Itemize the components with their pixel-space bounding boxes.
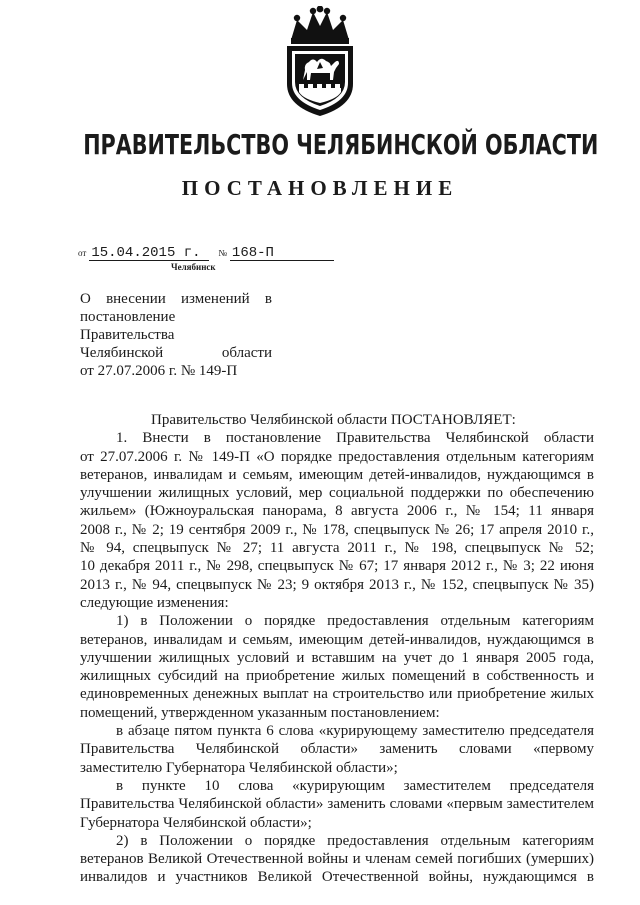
body-line: помещений, утвержденном указанным постановлением: [80,704,440,721]
body-line: 1) в Положении о порядке предоставления отдельным категориям [116,613,594,630]
organization-title: ПРАВИТЕЛЬСТВО ЧЕЛЯБИНСКОЙ ОБЛАСТИ [83,128,599,161]
registration-line [78,245,334,261]
body-line: Правительства Челябинской области» заменить словами «первому [80,741,594,758]
body-line: инвалидов и участников Великой Отечественной войны, нуждающимся в [80,869,594,886]
body-line: ветеранов, инвалидам и семьям, имеющим детей-инвалидов, нуждающимся в [80,631,594,648]
body-line: в пункте 10 слова «курирующим заместителем председателя [116,777,594,794]
subject-line: Челябинской области [80,345,272,361]
number-prefix: № [218,248,227,258]
body-line: Правительство Челябинской области ПОСТАНОВЛЯЕТ: [151,412,516,428]
body-line: заместителю Губернатора Челябинской области»; [80,759,398,776]
body-line: ветеранов Великой Отечественной войны и членам семей погибших (умерших) [80,851,594,868]
date-prefix: от [78,248,87,258]
body-line: от 27.07.2006 г. № 149-П «О порядке предоставления отдельным категориям [80,448,594,465]
body-line: 2) в Положении о порядке предоставления отдельным категориям [116,832,594,849]
body-line: Правительства Челябинской области» заменить словами «первым заместителем [80,796,594,813]
subject-line: постановление Правительства [80,309,176,343]
body-line: жилищных субсидий на приобретение жилых помещений в собственность и [80,668,594,685]
body-line: следующие изменения: [80,594,229,611]
body-line: жильем» (Южноуральская панорама, 8 августа 2006 г., № 154; 11 января [80,503,594,520]
body-line: 2008 г., № 2; 19 сентября 2009 г., № 178, спецвыпуск № 26; 17 апреля 2010 г., [80,521,594,538]
document-body [80,411,594,887]
chelyabinsk-coat-of-arms-icon [277,6,363,118]
body-line: улучшении жилищных условий, мер социальной поддержки по обеспечению [80,485,594,502]
body-line: 10 декабря 2011 г., № 298, спецвыпуск № 67; 17 января 2012 г., № 3; 22 июня [80,558,594,575]
body-line: в абзаце пятом пункта 6 слова «курирующему заместителю председателя [116,723,594,740]
document-subject [80,290,272,380]
body-line: 1. Внести в постановление Правительства Челябинской области [116,430,594,447]
body-line: 2013 г., № 94, спецвыпуск № 23; 9 октября 2013 г., № 152, спецвыпуск № 35) [80,576,594,593]
body-line: единовременных денежных выплат на строительство или приобретение жилых [80,686,594,703]
body-line: Губернатора Челябинской области»; [80,814,312,831]
body-line: улучшении жилищных условий и вставшим на учет до 1 января 2005 года, [80,649,594,666]
city-label: Челябинск [171,262,216,272]
subject-line: от 27.07.2006 г. № 149-П [80,363,238,379]
body-line: № 94, спецвыпуск № 27; 11 августа 2011 г., № 198, спецвыпуск № 52; [80,540,594,557]
document-number: 168-П [230,246,334,261]
body-line: ветеранов, инвалидам и семьям, имеющим детей-инвалидов, нуждающимся в [80,466,594,483]
subject-line: О внесении изменений в [80,291,272,307]
document-date: 15.04.2015 г. [89,246,209,261]
document-type: ПОСТАНОВЛЕНИЕ [181,176,459,200]
